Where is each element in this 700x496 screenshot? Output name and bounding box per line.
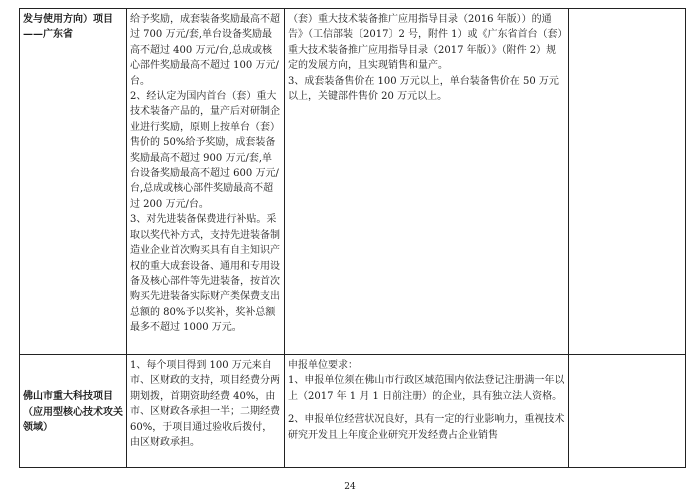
support-policy-cell [127,355,285,468]
support-paragraph: 给予奖励，成套装备奖励最高不超过 700 万元/套,单台设备奖励最高不超过 400 万元/台,总成或核心部件奖励最高不超过 100 万元/台。 [130,14,280,87]
project-name-cell: 发与使用方向）项目——广东省 [20,9,127,355]
policy-table [19,8,686,468]
paragraph-spacer [288,404,565,412]
support-paragraph: 1、每个项目得到 100 万元来自市、区财政的支持，项目经费分两期划拨，首期资助经费 40%，由市、区财政各承担一半；二期经费 60%，于项目通过验收后拨付，由区财政承担。 [130,360,280,449]
requirement-paragraph: 3、成套装备售价在 100 万元以上，单台装备售价在 50 万元以上，关键部件售价 20 万元以上。 [288,75,559,103]
support-policy-cell [127,9,285,355]
support-paragraph: 3、对先进装备保费进行补贴。采取以奖代补方式，支持先进装备制造业企业首次购买具有自主知识产权的重大成套设备、通用和专用设备及核心部件等先进装备，按首次购买先进装备实际财产类保费支出总额的 80%予以奖补，奖补总额最多不超过 1000 万元。 [130,214,280,334]
requirement-paragraph: 2、申报单位经营状况良好，具有一定的行业影响力，重视技术研究开发且上年度企业研究开发经费占企业销售 [288,414,565,441]
requirement-paragraph: 1、申报单位须在佛山市行政区域范围内依法登记注册满一年以上（2017 年 1 月 1 日前注册）的企业，具有独立法人资格。 [288,375,565,402]
table-row [20,9,686,355]
notes-cell [569,355,686,468]
support-paragraph: 2、经认定为国内首台（套）重大技术装备产品的，量产后对研制企业进行奖励，原则上按单台（套）售价的 50%给予奖励，成套装备奖励最高不超过 900 万元/套,单台设备奖励最高不超过 600 万元/台,总成或核心部件奖励最高不超过 200 万元/台。 [130,91,280,210]
requirements-cell [285,355,569,468]
requirements-cell [285,9,569,355]
project-name-cell: 佛山市重大科技项目（应用型核心技术攻关领域） [20,355,127,468]
requirement-paragraph: （套）重大技术装备推广应用指导目录（2016 年版））的通告》（工信部装〔2017〕2 号，附件 1）或《广东省首台（套）重大技术装备推广应用指导目录（2017 年版）》（附件 2）规定的发展方向，且实现销售和量产。 [288,14,563,72]
requirement-heading: 申报单位要求： [288,360,358,371]
page-number: 24 [344,482,356,492]
notes-cell [569,9,686,355]
table-row [20,355,686,468]
